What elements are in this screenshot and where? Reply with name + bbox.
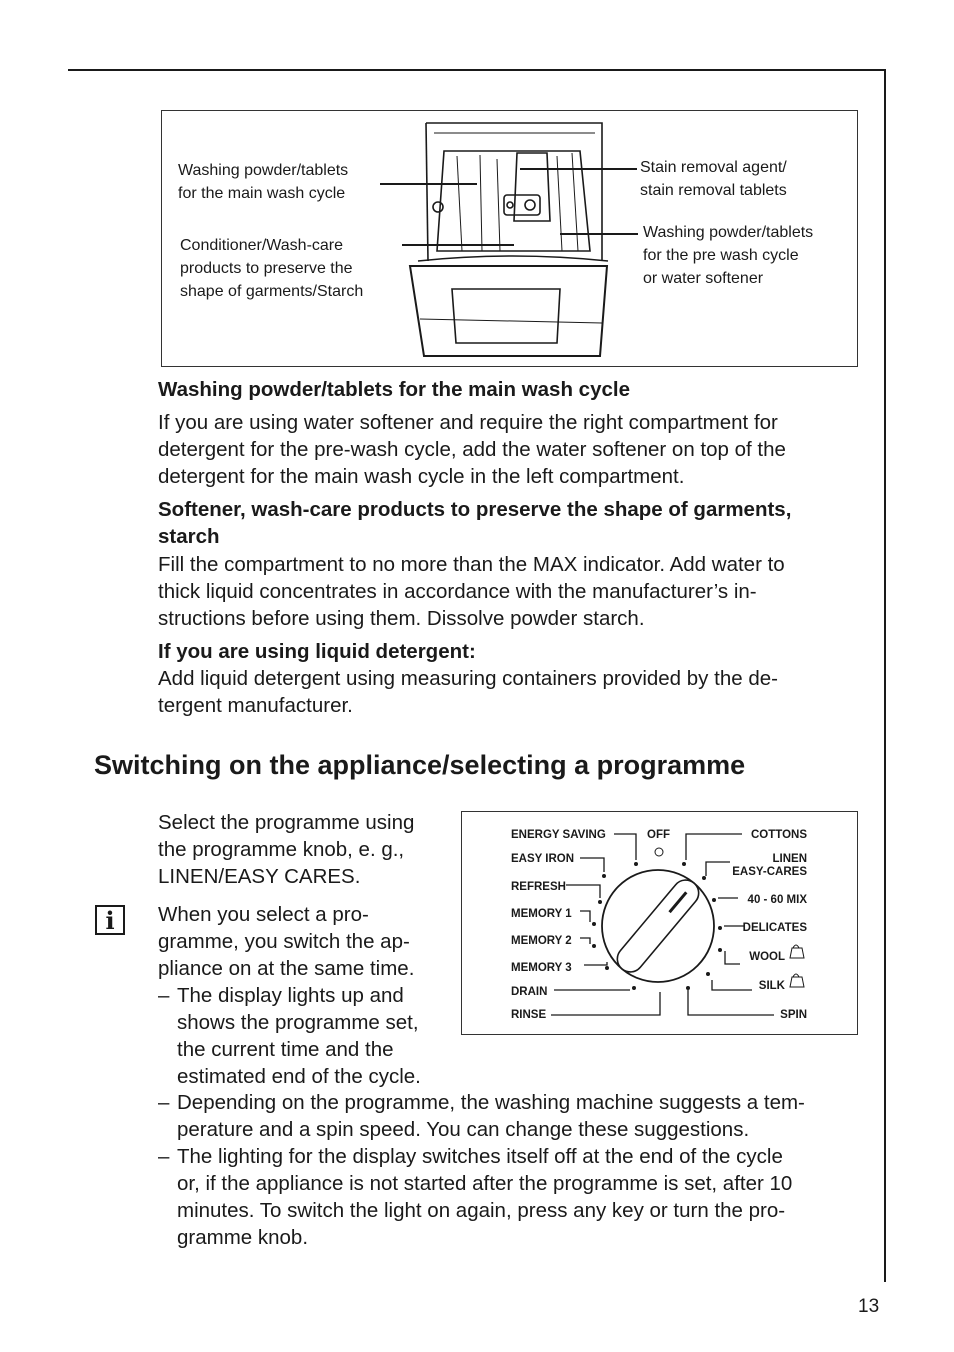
label-line: Washing powder/tablets [178,162,349,179]
note-text [158,901,414,982]
page-number: 13 [858,1296,880,1317]
hand-wash-icon [790,945,804,987]
label-line: Conditioner/Wash-care [180,237,344,254]
dial-label-silk: SILK [758,980,785,992]
label-line: Stain removal agent/ [640,159,787,176]
dial-label-energy-saving: ENERGY SAVING [511,829,606,841]
text-line: tergent manufacturer. [158,694,353,717]
bullet-lighting [177,1143,792,1251]
label-line: shape of garments/Starch [180,283,364,300]
section-heading-liquid: If you are using liquid detergent: [158,640,476,663]
dial-label-easy-cares: EASY-CARES [732,866,807,878]
text-line: perature and a spin speed. You can change these suggestions. [177,1118,750,1141]
text-line: If you are using water softener and require the right compartment for [158,411,778,434]
text-line: the programme knob, e. g., [158,838,405,861]
bullet-display [177,982,421,1090]
programme-dial-figure [461,811,858,1035]
text-line: detergent for the main wash cycle in the left compartment. [158,465,685,488]
text-line: Fill the compartment to no more than the MAX indicator. Add water to [158,553,785,576]
text-line: thick liquid concentrates in accordance with the manufacturer’s in- [158,580,757,603]
programme-dial-diagram [462,812,857,1034]
label-main-wash [178,159,348,205]
label-line: for the main wash cycle [178,185,346,202]
dial-label-memory-1: MEMORY 1 [511,908,572,920]
section-paragraph-main-wash [158,409,786,490]
off-indicator-icon [655,848,663,856]
info-icon: i [95,905,125,935]
dial-label-off: OFF [647,829,670,841]
bullet-display-dash: – [158,984,170,1007]
label-conditioner [180,234,363,303]
bullet-temperature-dash: – [158,1091,170,1114]
text-line: Depending on the programme, the washing machine suggests a tem- [177,1091,805,1114]
dial-label-rinse: RINSE [511,1009,547,1021]
bullet-temperature [177,1089,805,1143]
dial-label-delicates: DELICATES [742,922,807,934]
text-line: or, if the appliance is not started after the programme is set, after 10 [177,1172,793,1195]
text-line: The display lights up and [177,984,404,1007]
label-line: products to preserve the [180,260,353,277]
section-paragraph-softener [158,551,785,632]
label-line: for the pre wash cycle [643,247,799,264]
text-line: pliance on at the same time. [158,957,415,980]
bullet-lighting-dash: – [158,1145,170,1168]
dial-label-spin: SPIN [780,1009,807,1021]
dial-label-40-60-mix: 40 - 60 MIX [747,894,807,906]
right-margin-rule [884,69,886,1282]
text-line: the current time and the [177,1038,394,1061]
label-pre-wash [643,221,813,290]
label-line: Washing powder/tablets [643,224,814,241]
text-line: gramme knob. [177,1226,309,1249]
text-line: The lighting for the display switches itself off at the end of the cycle [177,1145,783,1168]
text-line: shows the programme set, [177,1011,419,1034]
text-line: detergent for the pre-wash cycle, add the water softener on top of the [158,438,786,461]
dial-label-cottons: COTTONS [750,829,807,841]
text-line: Add liquid detergent using measuring containers provided by the de- [158,667,778,690]
text-line: Softener, wash-care products to preserve the shape of garments, [158,498,792,521]
top-rule [68,69,886,71]
dial-label-drain: DRAIN [511,986,548,998]
dial-label-linen: LINEN [772,853,807,865]
section-heading-softener [158,496,791,550]
text-line: structions before using them. Dissolve powder starch. [158,607,645,630]
section-paragraph-liquid [158,665,778,719]
label-stain-removal [640,156,787,202]
select-programme-text [158,809,414,890]
dial-label-refresh: REFRESH [511,881,566,893]
dial-label-wool: WOOL [749,951,785,963]
text-line: gramme, you switch the ap- [158,930,410,953]
dial-label-memory-2: MEMORY 2 [511,935,572,947]
dispenser-drawer-figure [161,110,858,367]
text-line: Select the programme using [158,811,415,834]
text-line: minutes. To switch the light on again, press any key or turn the pro- [177,1199,786,1222]
page-heading: Switching on the appliance/selecting a programme [94,750,746,780]
section-heading-main-wash: Washing powder/tablets for the main wash cycle [158,378,630,401]
text-line: estimated end of the cycle. [177,1065,421,1088]
text-line: LINEN/EASY CARES. [158,865,361,888]
dial-label-memory-3: MEMORY 3 [511,962,572,974]
text-line: starch [158,525,220,548]
label-line: or water softener [643,270,764,287]
label-line: stain removal tablets [640,182,787,199]
text-line: When you select a pro- [158,903,369,926]
dial-label-easy-iron: EASY IRON [511,853,575,865]
